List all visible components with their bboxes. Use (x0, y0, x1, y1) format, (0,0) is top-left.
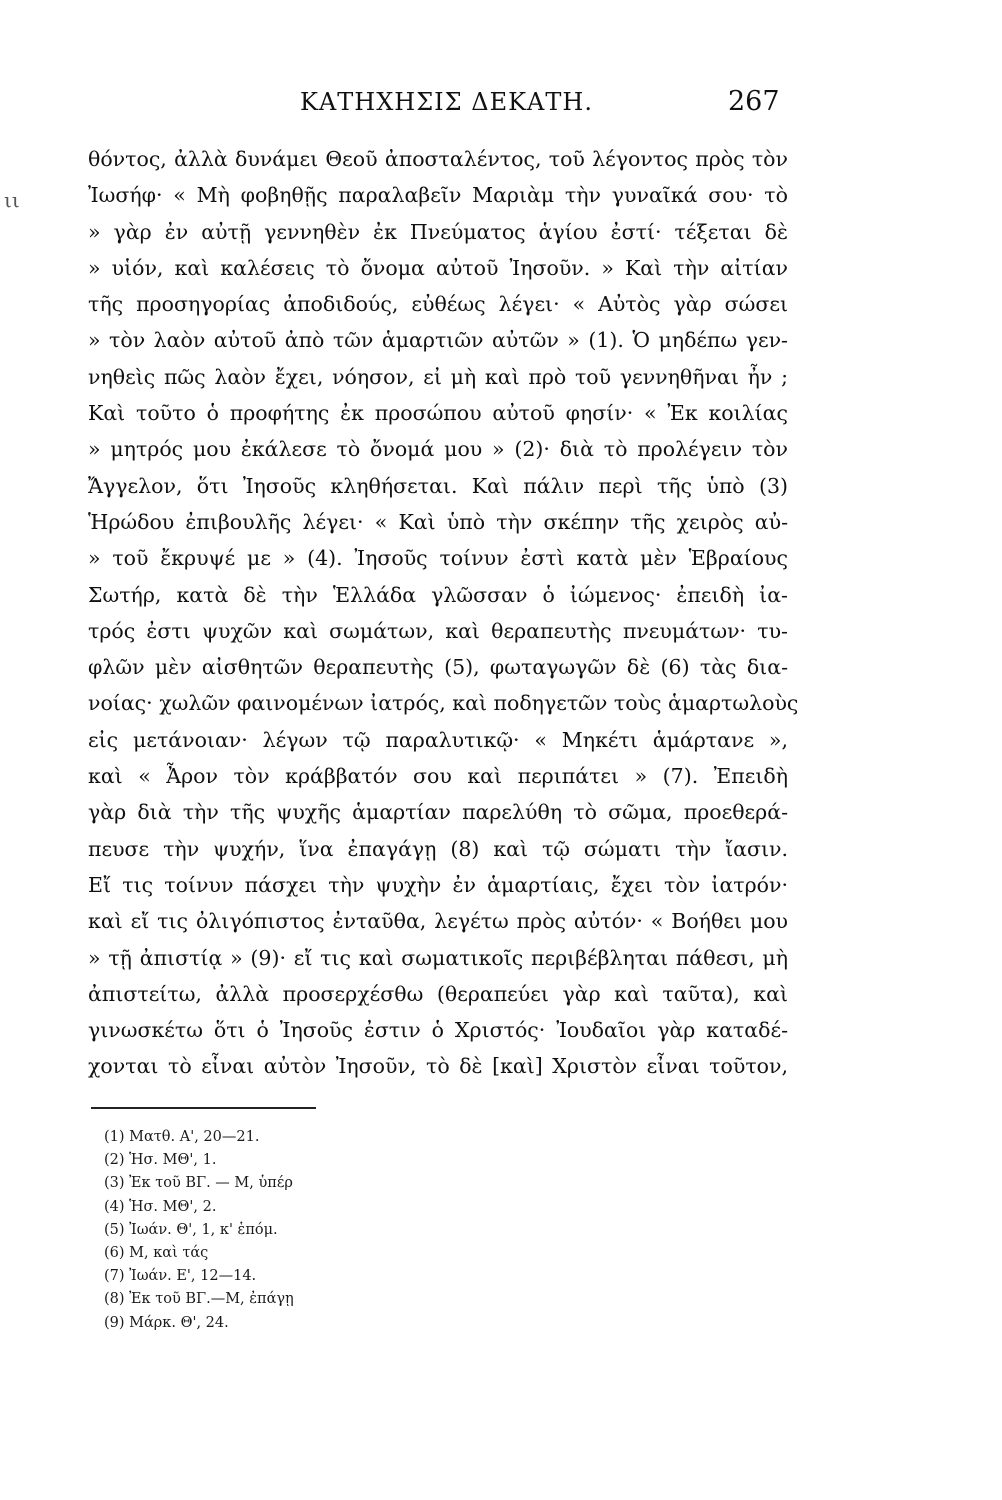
running-title: ΚΑΤΗΧΗΣΙΣ ΔΕΚΑΤΗ. (300, 88, 593, 116)
text-line: ἀπιστείτω, ἀλλὰ προσερχέσθω (θεραπεύει γὰρ καὶ ταῦτα), καὶ (88, 981, 788, 1006)
footnote: (3) Ἐκ τοῦ ΒΓ. — Μ, ὑπέρ (104, 1175, 293, 1192)
text-line: χονται τὸ εἶναι αὐτὸν Ἰησοῦν, τὸ δὲ [καὶ] Χριστὸν εἶναι τοῦτον, (88, 1054, 788, 1079)
text-line: καὶ « Ἆρον τὸν κράββατόν σου καὶ περιπάτει » (7). Ἐπειδὴ (88, 764, 788, 789)
text-line: Εἴ τις τοίνυν πάσχει τὴν ψυχὴν ἐν ἁμαρτίαις, ἔχει τὸν ἰατρόν· (88, 872, 788, 897)
text-line: » υἱόν, καὶ καλέσεις τὸ ὄνομα αὐτοῦ Ἰησοῦν. » Καὶ τὴν αἰτίαν (88, 255, 788, 280)
footnote: (6) Μ, καὶ τάς (104, 1244, 209, 1261)
text-line: τρός ἐστι ψυχῶν καὶ σωμάτων, καὶ θεραπευτὴς πνευμάτων· τυ- (88, 618, 788, 643)
footnote: (5) Ἰωάν. Θ', 1, κ' ἑπόμ. (104, 1221, 278, 1238)
footnote: (9) Μάρκ. Θ', 24. (104, 1314, 229, 1331)
footnote: (2) Ἡσ. ΜΘ', 1. (104, 1152, 217, 1169)
text-line: γὰρ διὰ τὴν τῆς ψυχῆς ἁμαρτίαν παρελύθη τὸ σῶμα, προεθερά- (88, 800, 788, 825)
footnote: (8) Ἐκ τοῦ ΒΓ.—Μ, ἐπάγῃ (104, 1291, 294, 1308)
text-line: νοίας· χωλῶν φαινομένων ἰατρός, καὶ ποδηγετῶν τοὺς ἁμαρτωλοὺς (88, 691, 799, 716)
text-line: τῆς προσηγορίας ἀποδιδούς, εὐθέως λέγει· « Αὐτὸς γὰρ σώσει (88, 292, 788, 317)
text-line: Σωτήρ, κατὰ δὲ τὴν Ἑλλάδα γλῶσσαν ὁ ἰώμενος· ἐπειδὴ ἰα- (88, 582, 788, 607)
text-line: φλῶν μὲν αἰσθητῶν θεραπευτὴς (5), φωταγωγῶν δὲ (6) τὰς δια- (88, 655, 788, 680)
text-line: θόντος, ἀλλὰ δυνάμει Θεοῦ ἀποσταλέντος, τοῦ λέγοντος πρὸς τὸν (88, 147, 788, 171)
text-line: Ἄγγελον, ὅτι Ἰησοῦς κληθήσεται. Καὶ πάλιν περὶ τῆς ὑπὸ (3) (88, 473, 788, 498)
footnotes (104, 1126, 294, 1335)
text-line: Καὶ τοῦτο ὁ προφήτης ἐκ προσώπου αὐτοῦ φησίν· « Ἐκ κοιλίας (88, 401, 788, 426)
text-line: γινωσκέτω ὅτι ὁ Ἰησοῦς ἐστιν ὁ Χριστός· Ἰουδαῖοι γὰρ καταδέ- (88, 1018, 788, 1043)
text-line: » γὰρ ἐν αὐτῇ γεννηθὲν ἐκ Πνεύματος ἁγίου ἐστί· τέξεται δὲ (88, 219, 788, 244)
footnote-rule (91, 1107, 316, 1109)
footnote: (7) Ἰωάν. Ε', 12—14. (104, 1268, 257, 1285)
text-line: » μητρός μου ἐκάλεσε τὸ ὄνομά μου » (2)· διὰ τὸ προλέγειν τὸν (88, 437, 788, 462)
text-line: » τὸν λαὸν αὐτοῦ ἀπὸ τῶν ἁμαρτιῶν αὐτῶν » (1). Ὁ μηδέπω γεν- (88, 328, 788, 353)
text-line: Ἰωσήφ· « Μὴ φοβηθῇς παραλαβεῖν Μαριὰμ τὴν γυναῖκά σου· τὸ (88, 183, 788, 208)
text-line: πευσε τὴν ψυχήν, ἵνα ἐπαγάγῃ (8) καὶ τῷ σώματι τὴν ἴασιν. (88, 836, 788, 861)
footnote: (4) Ἡσ. ΜΘ', 2. (104, 1198, 217, 1215)
text-line: νηθεὶς πῶς λαὸν ἔχει, νόησον, εἰ μὴ καὶ πρὸ τοῦ γεννηθῆναι ἦν ; (88, 364, 788, 389)
body-text (88, 141, 799, 1085)
text-line: Ἡρώδου ἐπιβουλῆς λέγει· « Καὶ ὑπὸ τὴν σκέπην τῆς χειρὸς αὐ- (88, 509, 788, 534)
page-number: 267 (728, 86, 780, 117)
text-line: » τοῦ ἔκρυψέ με » (4). Ἰησοῦς τοίνυν ἐστὶ κατὰ μὲν Ἑβραίους (88, 546, 788, 571)
text-line: εἰς μετάνοιαν· λέγων τῷ παραλυτικῷ· « Μηκέτι ἁμάρτανε », (88, 727, 788, 752)
text-line: » τῇ ἀπιστίᾳ » (9)· εἴ τις καὶ σωματικοῖς περιβέβληται πάθεσι, μὴ (88, 945, 788, 970)
text-line: καὶ εἴ τις ὀλιγόπιστος ἐνταῦθα, λεγέτω πρὸς αὐτόν· « Βοήθει μου (88, 909, 788, 934)
footnote: (1) Ματθ. Α', 20—21. (104, 1129, 260, 1145)
margin-mark: ιι (4, 188, 20, 212)
